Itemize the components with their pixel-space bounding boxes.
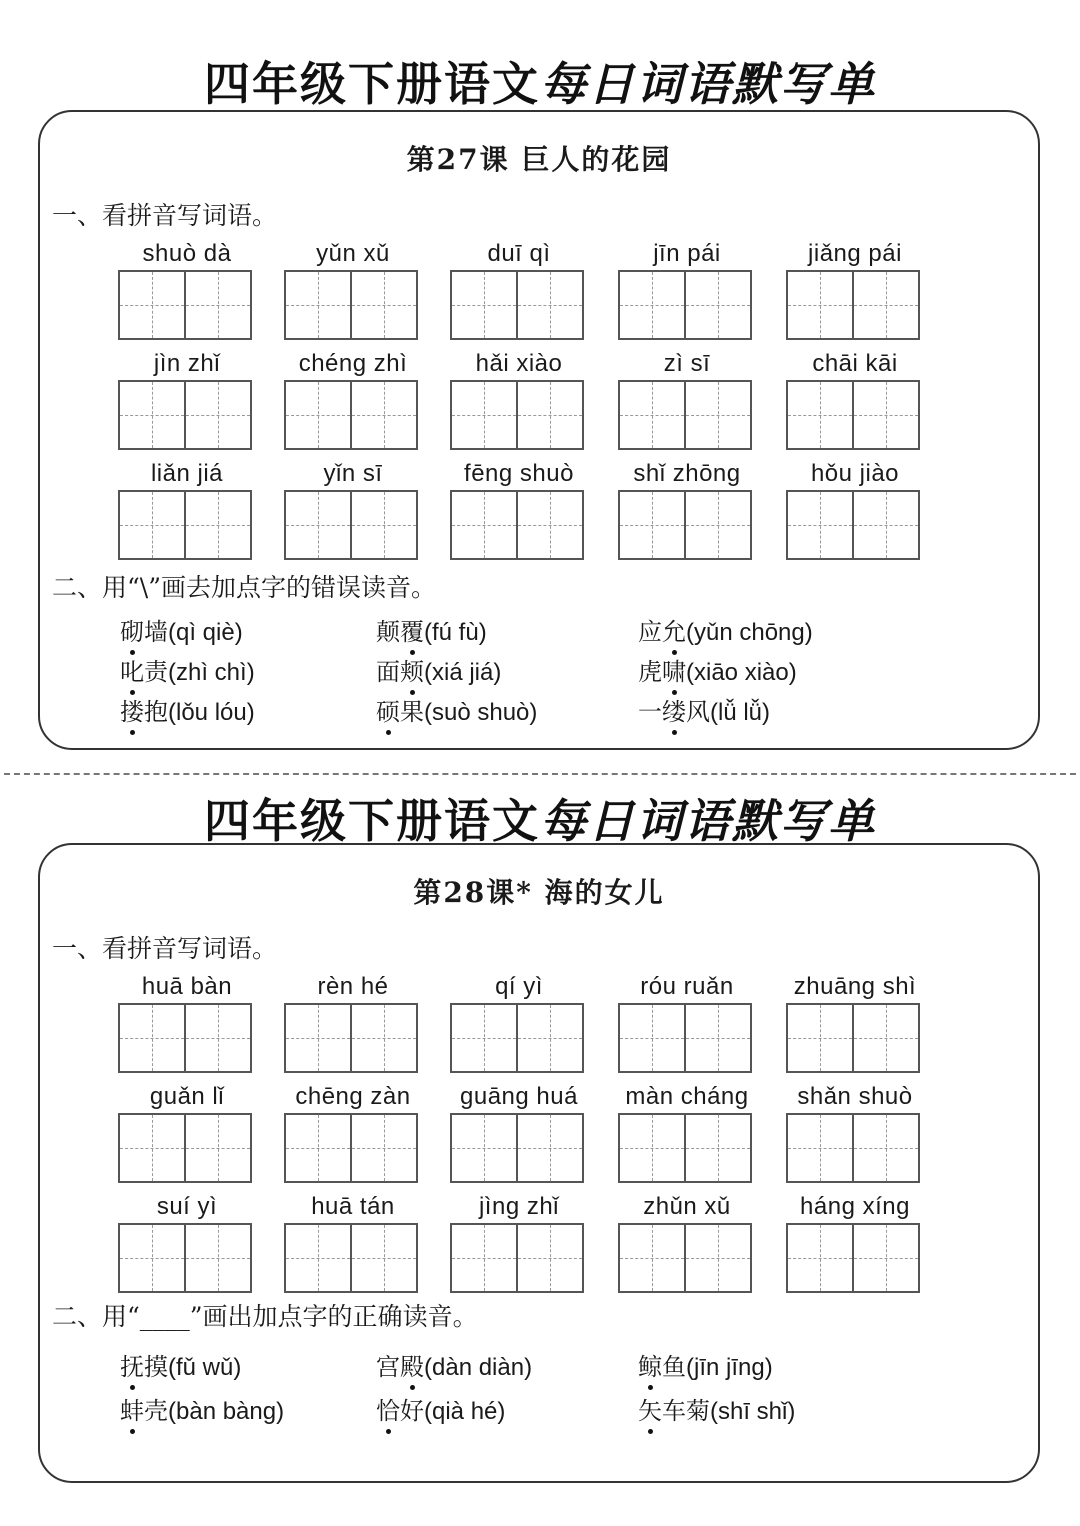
title-plain: 四年级下册语文 — [204, 794, 540, 848]
dotted-character: 颊 — [400, 658, 424, 686]
char-writing-box[interactable] — [620, 1225, 684, 1291]
tianzige-boxes[interactable] — [284, 1113, 418, 1183]
char-writing-box[interactable] — [788, 272, 852, 338]
pinyin-label: jìng zhǐ — [478, 1193, 560, 1220]
pinyin-label: qí yì — [495, 973, 543, 1000]
reading-choice-item[interactable] — [376, 1347, 532, 1382]
char-writing-box[interactable] — [788, 1005, 852, 1071]
char-writing-box[interactable] — [120, 382, 184, 448]
tianzige-boxes[interactable] — [618, 1223, 752, 1293]
char-writing-box[interactable] — [350, 492, 416, 558]
word-writing-cell — [786, 1083, 926, 1193]
pinyin-options[interactable]: (bàn bàng) — [168, 1398, 285, 1425]
char-writing-box[interactable] — [852, 492, 918, 558]
pinyin-options[interactable]: (qià hé) — [424, 1398, 506, 1425]
word-character: 墙 — [144, 618, 168, 646]
word-writing-cell — [118, 350, 258, 460]
tianzige-boxes[interactable] — [786, 1223, 920, 1293]
tianzige-boxes[interactable] — [450, 1113, 584, 1183]
reading-choice-item[interactable] — [120, 692, 255, 727]
pinyin-label: chāi kāi — [812, 350, 898, 377]
char-writing-box[interactable] — [120, 1225, 184, 1291]
reading-word — [638, 1353, 686, 1381]
tianzige-boxes[interactable] — [450, 1223, 584, 1293]
pinyin-label: guāng huá — [460, 1083, 578, 1110]
pinyin-options[interactable]: (suò shuò) — [424, 699, 538, 726]
char-writing-box[interactable] — [620, 492, 684, 558]
title-handwritten: 每日词语默写单 — [540, 57, 876, 111]
char-writing-box[interactable] — [852, 272, 918, 338]
word-writing-cell — [786, 973, 926, 1083]
word-writing-cell — [284, 460, 424, 570]
reading-word — [638, 658, 686, 686]
word-character: 摸 — [144, 1353, 168, 1381]
reading-word — [638, 698, 710, 726]
reading-choice-item[interactable] — [376, 652, 501, 687]
word-writing-cell — [618, 1083, 758, 1193]
reading-word — [376, 618, 424, 646]
pinyin-label: zhuāng shì — [793, 973, 917, 1000]
char-writing-box[interactable] — [350, 1115, 416, 1181]
char-writing-box[interactable] — [684, 492, 750, 558]
section-heading-readings: 二、用“____”画出加点字的正确读音。 — [52, 1302, 478, 1331]
word-writing-cell — [786, 350, 926, 460]
word-writing-cell — [618, 240, 758, 350]
word-writing-cell — [118, 460, 258, 570]
char-writing-box[interactable] — [350, 1005, 416, 1071]
word-writing-cell — [618, 350, 758, 460]
pinyin-label: duī qì — [487, 240, 551, 267]
pinyin-options[interactable]: (yǔn chōng) — [686, 619, 813, 646]
word-character: 壳 — [144, 1397, 168, 1425]
word-writing-cell — [786, 460, 926, 570]
char-writing-box[interactable] — [516, 1005, 582, 1071]
char-writing-box[interactable] — [516, 382, 582, 448]
word-writing-cell — [786, 1193, 926, 1303]
dotted-character: 恰 — [376, 1397, 400, 1425]
pinyin-label: zhǔn xǔ — [643, 1193, 731, 1220]
word-writing-cell — [450, 350, 590, 460]
char-writing-box[interactable] — [120, 1115, 184, 1181]
pinyin-label: háng xíng — [800, 1193, 910, 1220]
pinyin-options[interactable]: (lǚ lǚ) — [710, 699, 771, 726]
worksheet-card — [38, 110, 1040, 750]
word-character: 菊 — [686, 1397, 710, 1425]
tianzige-boxes[interactable] — [118, 1003, 252, 1073]
word-writing-cell — [618, 1193, 758, 1303]
pinyin-label: shuò dà — [142, 240, 232, 267]
char-writing-box[interactable] — [788, 1225, 852, 1291]
section-heading-readings: 二、用“\”画去加点字的错误读音。 — [52, 573, 436, 602]
word-character: 风 — [686, 698, 710, 726]
pinyin-label: shǐ zhōng — [633, 460, 741, 487]
pinyin-label: jìn zhǐ — [153, 350, 221, 377]
char-writing-box[interactable] — [788, 492, 852, 558]
reading-choice-item[interactable] — [638, 692, 770, 727]
pinyin-options[interactable]: (lǒu lóu) — [168, 699, 255, 726]
char-writing-box[interactable] — [684, 1225, 750, 1291]
char-writing-box[interactable] — [184, 272, 250, 338]
tianzige-boxes[interactable] — [284, 1003, 418, 1073]
tianzige-boxes[interactable] — [284, 1223, 418, 1293]
reading-word — [638, 1397, 710, 1425]
reading-choice-item[interactable] — [120, 612, 243, 647]
char-writing-box[interactable] — [516, 492, 582, 558]
char-writing-box[interactable] — [684, 1115, 750, 1181]
word-character: 果 — [400, 698, 424, 726]
reading-word — [120, 658, 168, 686]
reading-choice-item[interactable] — [120, 1391, 284, 1426]
char-writing-box[interactable] — [184, 1115, 250, 1181]
pinyin-options[interactable]: (xiāo xiào) — [686, 659, 797, 686]
worksheet-card — [38, 843, 1040, 1483]
reading-word — [376, 1353, 424, 1381]
dotted-character: 砌 — [120, 618, 144, 646]
title-plain: 四年级下册语文 — [204, 57, 540, 111]
worksheet-title — [0, 785, 1080, 851]
char-writing-box[interactable] — [286, 382, 350, 448]
char-writing-box[interactable] — [516, 1225, 582, 1291]
tianzige-boxes[interactable] — [618, 380, 752, 450]
tianzige-boxes[interactable] — [786, 1003, 920, 1073]
word-character: 车 — [662, 1397, 686, 1425]
char-writing-box[interactable] — [286, 492, 350, 558]
pinyin-label: huā tán — [311, 1193, 395, 1220]
char-writing-box[interactable] — [620, 382, 684, 448]
char-writing-box[interactable] — [120, 1005, 184, 1071]
section-heading-write-words: 一、看拼音写词语。 — [52, 201, 278, 230]
char-writing-box[interactable] — [852, 1005, 918, 1071]
word-character: 应 — [638, 618, 662, 646]
word-character: 面 — [376, 658, 400, 686]
pinyin-label: jīn pái — [653, 240, 721, 267]
lesson-title: 第28课* 海的女儿 — [413, 876, 665, 909]
pinyin-label: róu ruǎn — [640, 973, 734, 1000]
char-writing-box[interactable] — [788, 382, 852, 448]
pinyin-options[interactable]: (qì qiè) — [168, 619, 243, 646]
reading-choice-item[interactable] — [376, 612, 487, 647]
char-writing-box[interactable] — [452, 1225, 516, 1291]
char-writing-box[interactable] — [852, 1225, 918, 1291]
pinyin-options[interactable]: (xiá jiá) — [424, 659, 502, 686]
dotted-character: 硕 — [376, 698, 400, 726]
dotted-character: 缕 — [662, 698, 686, 726]
word-character: 一 — [638, 698, 662, 726]
char-writing-box[interactable] — [350, 1225, 416, 1291]
word-character: 宫 — [376, 1353, 400, 1381]
tianzige-boxes[interactable] — [284, 490, 418, 560]
pinyin-label: hǎi xiào — [475, 350, 563, 377]
reading-choice-item[interactable] — [638, 1391, 795, 1426]
char-writing-box[interactable] — [788, 1115, 852, 1181]
char-writing-box[interactable] — [516, 272, 582, 338]
word-writing-cell — [284, 240, 424, 350]
tianzige-boxes[interactable] — [284, 270, 418, 340]
pinyin-label: chēng zàn — [295, 1083, 411, 1110]
pinyin-options[interactable]: (dàn diàn) — [424, 1354, 533, 1381]
char-writing-box[interactable] — [350, 272, 416, 338]
tianzige-boxes[interactable] — [618, 490, 752, 560]
char-writing-box[interactable] — [120, 272, 184, 338]
tianzige-boxes[interactable] — [618, 1113, 752, 1183]
tianzige-boxes[interactable] — [450, 380, 584, 450]
word-character: 颠 — [376, 618, 400, 646]
reading-word — [376, 658, 424, 686]
tianzige-boxes[interactable] — [118, 490, 252, 560]
word-writing-cell — [450, 1193, 590, 1303]
char-writing-box[interactable] — [184, 1225, 250, 1291]
char-writing-box[interactable] — [516, 1115, 582, 1181]
pinyin-label: yǔn xǔ — [316, 240, 390, 267]
reading-word — [638, 618, 686, 646]
char-writing-box[interactable] — [684, 1005, 750, 1071]
title-handwritten: 每日词语默写单 — [540, 794, 876, 848]
word-writing-cell — [786, 240, 926, 350]
pinyin-label: hǒu jiào — [810, 460, 900, 487]
reading-word — [376, 698, 424, 726]
worksheet-title — [0, 48, 1080, 114]
dotted-character: 殿 — [400, 1353, 424, 1381]
char-writing-box[interactable] — [452, 1005, 516, 1071]
tianzige-boxes[interactable] — [118, 1223, 252, 1293]
reading-choice-item[interactable] — [376, 1391, 505, 1426]
word-character: 好 — [400, 1397, 424, 1425]
word-writing-cell — [284, 1083, 424, 1193]
tianzige-boxes[interactable] — [618, 1003, 752, 1073]
word-writing-cell — [284, 1193, 424, 1303]
word-writing-cell — [118, 1193, 258, 1303]
pinyin-options[interactable]: (shī shǐ) — [710, 1398, 796, 1425]
char-writing-box[interactable] — [286, 272, 350, 338]
tianzige-boxes[interactable] — [450, 270, 584, 340]
char-writing-box[interactable] — [852, 382, 918, 448]
char-writing-box[interactable] — [184, 382, 250, 448]
reading-choice-item[interactable] — [120, 1347, 241, 1382]
char-writing-box[interactable] — [184, 1005, 250, 1071]
pinyin-label: suí yì — [156, 1193, 218, 1220]
char-writing-box[interactable] — [620, 1115, 684, 1181]
reading-word — [376, 1397, 424, 1425]
pinyin-options[interactable]: (jīn jīng) — [686, 1354, 773, 1381]
dotted-character: 覆 — [400, 618, 424, 646]
pinyin-label: màn cháng — [625, 1083, 749, 1110]
tianzige-boxes[interactable] — [786, 1113, 920, 1183]
pinyin-label: fēng shuò — [464, 460, 574, 487]
char-writing-box[interactable] — [452, 382, 516, 448]
tianzige-boxes[interactable] — [118, 380, 252, 450]
tianzige-boxes[interactable] — [786, 490, 920, 560]
pinyin-label: yǐn sī — [323, 460, 383, 487]
word-writing-cell — [118, 973, 258, 1083]
tianzige-boxes[interactable] — [618, 270, 752, 340]
reading-word — [120, 698, 168, 726]
char-writing-box[interactable] — [620, 1005, 684, 1071]
pinyin-label: huā bàn — [141, 973, 233, 1000]
char-writing-box[interactable] — [286, 1005, 350, 1071]
pinyin-label: liǎn jiá — [150, 460, 224, 487]
word-writing-cell — [118, 240, 258, 350]
pinyin-label: shǎn shuò — [797, 1083, 913, 1110]
char-writing-box[interactable] — [120, 492, 184, 558]
dotted-character: 鲸 — [638, 1353, 662, 1381]
pinyin-options[interactable]: (fú fù) — [424, 619, 487, 646]
word-writing-cell — [118, 1083, 258, 1193]
dotted-character: 搂 — [120, 698, 144, 726]
char-writing-box[interactable] — [452, 492, 516, 558]
char-writing-box[interactable] — [684, 272, 750, 338]
pinyin-label: guǎn lǐ — [149, 1083, 225, 1110]
word-writing-cell — [450, 973, 590, 1083]
pinyin-options[interactable]: (zhì chì) — [168, 659, 255, 686]
char-writing-box[interactable] — [852, 1115, 918, 1181]
reading-choice-item[interactable] — [638, 612, 813, 647]
pinyin-options[interactable]: (fǔ wǔ) — [168, 1354, 242, 1381]
tianzige-boxes[interactable] — [450, 1003, 584, 1073]
word-writing-cell — [618, 973, 758, 1083]
lesson-title: 第27课 巨人的花园 — [406, 143, 672, 176]
word-writing-cell — [284, 350, 424, 460]
char-writing-box[interactable] — [350, 382, 416, 448]
dotted-character: 叱 — [120, 658, 144, 686]
pinyin-label: chéng zhì — [298, 350, 408, 377]
char-writing-box[interactable] — [452, 1115, 516, 1181]
word-writing-cell — [284, 973, 424, 1083]
tianzige-boxes[interactable] — [450, 490, 584, 560]
tianzige-boxes[interactable] — [118, 1113, 252, 1183]
reading-word — [120, 1397, 168, 1425]
char-writing-box[interactable] — [620, 272, 684, 338]
pinyin-label: rèn hé — [317, 973, 389, 1000]
word-character: 责 — [144, 658, 168, 686]
word-character: 虎 — [638, 658, 662, 686]
word-writing-cell — [450, 1083, 590, 1193]
char-writing-box[interactable] — [286, 1225, 350, 1291]
word-writing-cell — [618, 460, 758, 570]
tianzige-boxes[interactable] — [786, 270, 920, 340]
tianzige-boxes[interactable] — [786, 380, 920, 450]
reading-choice-item[interactable] — [638, 1347, 773, 1382]
word-writing-cell — [450, 460, 590, 570]
dotted-character: 啸 — [662, 658, 686, 686]
char-writing-box[interactable] — [452, 272, 516, 338]
reading-word — [120, 618, 168, 646]
reading-word — [120, 1353, 168, 1381]
pinyin-label: jiǎng pái — [808, 240, 902, 267]
cut-line-divider — [4, 773, 1076, 775]
section-heading-write-words: 一、看拼音写词语。 — [52, 934, 278, 963]
dotted-character: 蚌 — [120, 1397, 144, 1425]
word-writing-cell — [450, 240, 590, 350]
char-writing-box[interactable] — [286, 1115, 350, 1181]
reading-choice-item[interactable] — [376, 692, 537, 727]
tianzige-boxes[interactable] — [118, 270, 252, 340]
word-character: 抱 — [144, 698, 168, 726]
char-writing-box[interactable] — [184, 492, 250, 558]
tianzige-boxes[interactable] — [284, 380, 418, 450]
reading-choice-item[interactable] — [120, 652, 255, 687]
char-writing-box[interactable] — [684, 382, 750, 448]
dotted-character: 抚 — [120, 1353, 144, 1381]
dotted-character: 矢 — [638, 1397, 662, 1425]
reading-choice-item[interactable] — [638, 652, 797, 687]
dotted-character: 允 — [662, 618, 686, 646]
pinyin-label: zì sī — [663, 350, 711, 377]
word-character: 鱼 — [662, 1353, 686, 1381]
